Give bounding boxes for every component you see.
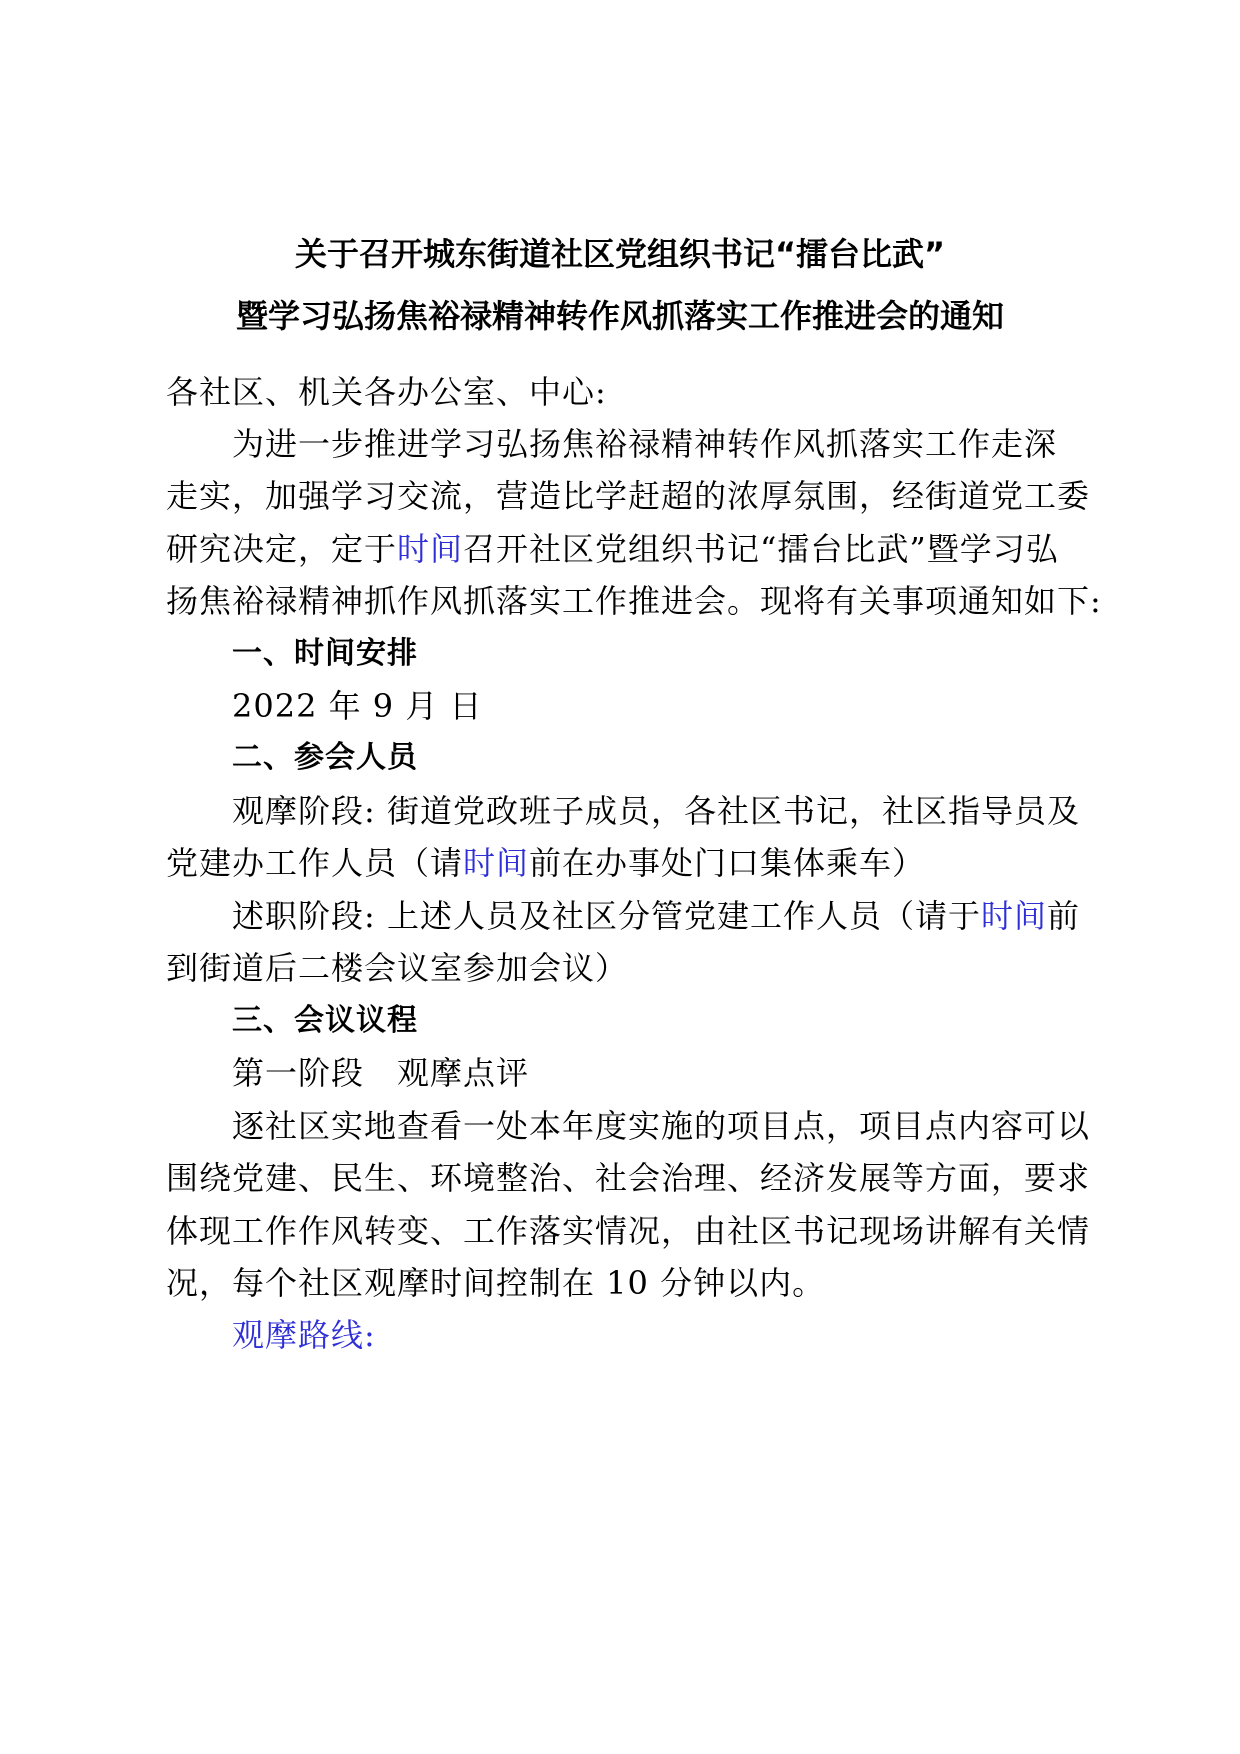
agenda-paragraph-line-3: 体现工作作风转变、工作落实情况，由社区书记现场讲解有关情 (166, 1212, 1091, 1250)
attendees-report-line-2: 到街道后二楼会议室参加会议） (166, 949, 629, 987)
document-title-line-1: 关于召开城东街道社区党组织书记“擂台比武” (294, 235, 946, 273)
agenda-paragraph-line-1: 逐社区实地查看一处本年度实施的项目点，项目点内容可以 (232, 1107, 1091, 1145)
attendees-observation-line-2 (166, 843, 925, 883)
document-title-line-2: 暨学习弘扬焦裕禄精神转作风抓落实工作推进会的通知 (235, 297, 1004, 335)
attendees-observation-line-2-a: 党建办工作人员（请 (166, 844, 464, 882)
time-placeholder: 时间 (463, 844, 530, 882)
observation-route-label: 观摩路线: (232, 1316, 376, 1354)
intro-line-3 (166, 529, 1059, 569)
intro-line-3-c: 召开社区党组织书记“擂台比武”暨学习弘 (463, 530, 1059, 568)
attendees-observation-line-1: 观摩阶段: 街道党政班子成员，各社区书记，社区指导员及 (232, 792, 1080, 830)
salutation: 各社区、机关各办公室、中心: (166, 373, 607, 411)
time-placeholder: 时间 (980, 897, 1047, 935)
time-placeholder: 时间 (397, 530, 464, 568)
intro-line-2: 走实，加强学习交流，营造比学赶超的浓厚氛围，经街道党工委 (166, 477, 1091, 515)
attendees-report-line-1-c: 前 (1046, 897, 1080, 935)
section-heading-agenda: 三、会议议程 (232, 1003, 418, 1038)
section-heading-attendees: 二、参会人员 (232, 740, 418, 775)
intro-line-1: 为进一步推进学习弘扬焦裕禄精神转作风抓落实工作走深 (232, 425, 1058, 463)
agenda-paragraph-line-2: 围绕党建、民生、环境整治、社会治理、经济发展等方面，要求 (166, 1159, 1091, 1197)
section-heading-time: 一、时间安排 (232, 636, 418, 671)
intro-line-3-a: 研究决定，定于 (166, 530, 398, 568)
attendees-observation-line-2-c: 前在办事处门口集体乘车） (529, 844, 926, 882)
meeting-date: 2022 年 9 月 日 (232, 687, 483, 725)
attendees-report-line-1 (232, 896, 1080, 936)
intro-line-4: 扬焦裕禄精神抓作风抓落实工作推进会。现将有关事项通知如下: (166, 582, 1102, 620)
attendees-report-line-1-a: 述职阶段: 上述人员及社区分管党建工作人员（请于 (232, 897, 981, 935)
agenda-stage-1: 第一阶段 观摩点评 (232, 1054, 530, 1092)
agenda-paragraph-line-4: 况，每个社区观摩时间控制在 10 分钟以内。 (166, 1264, 826, 1302)
